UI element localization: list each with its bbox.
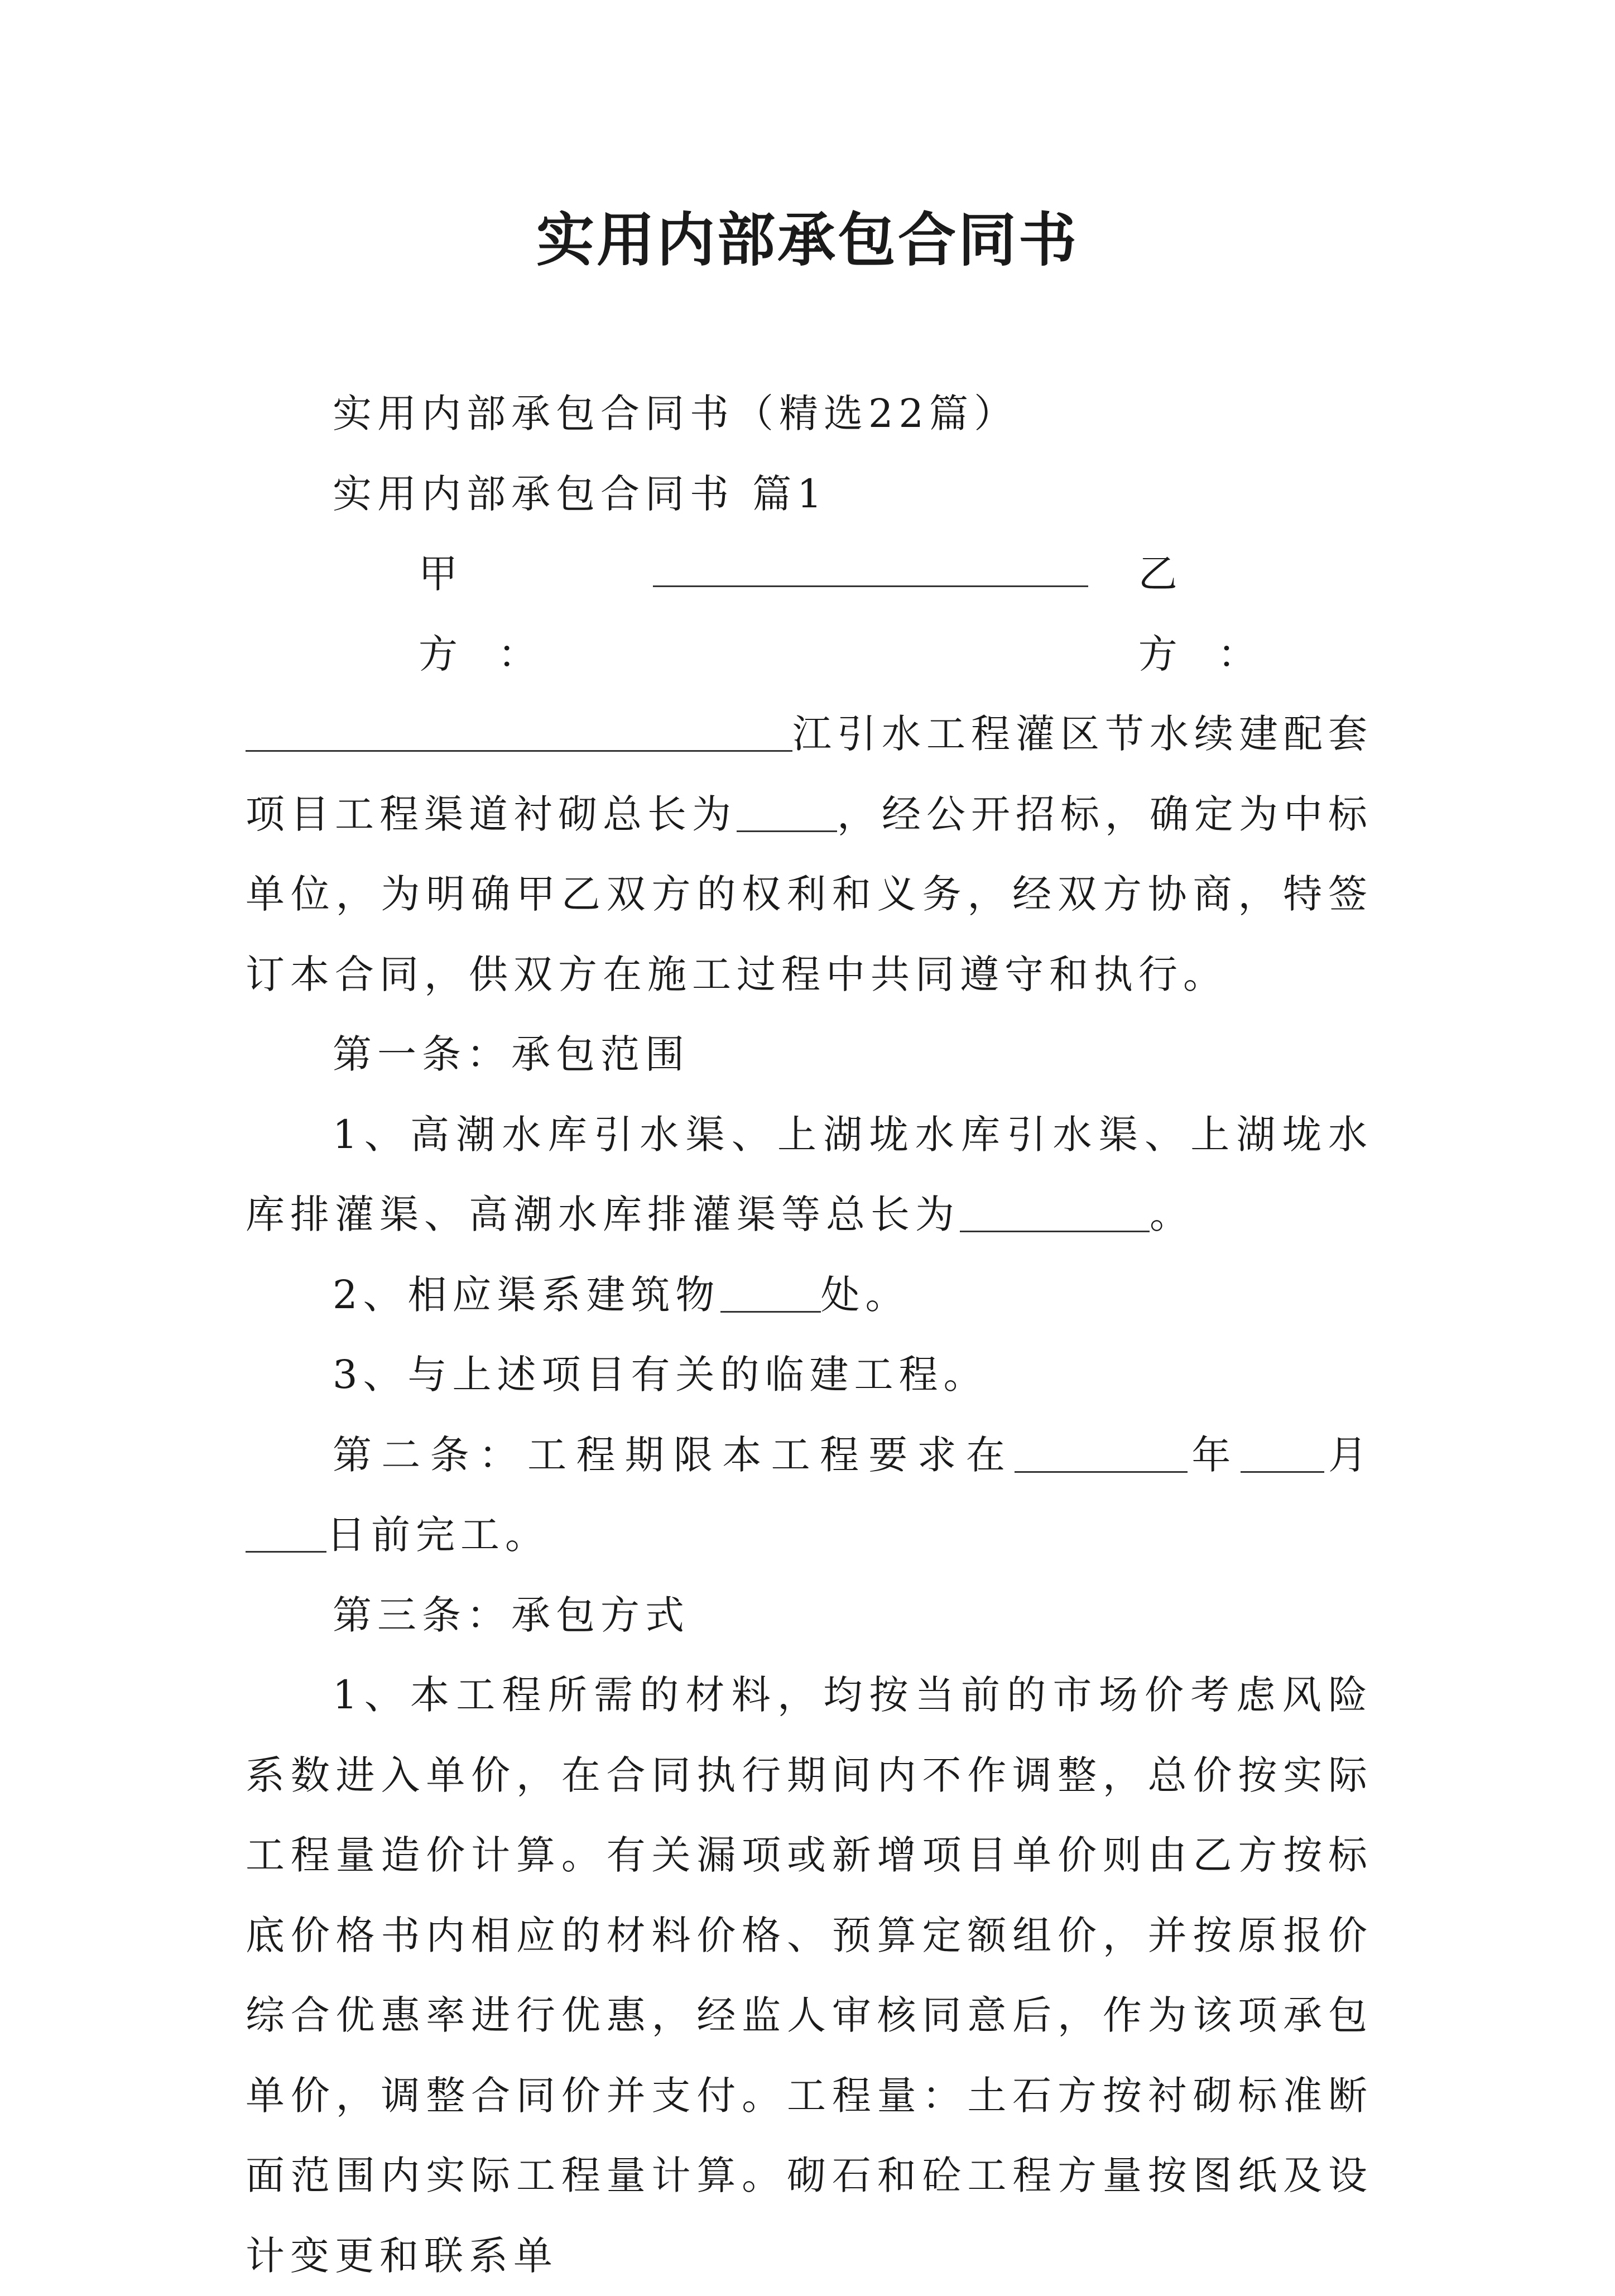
intro-paragraph [246,694,1373,1015]
document-title: 实用内部承包合同书 [536,205,1079,274]
section-heading: 实用内部承包合同书 篇1 [333,470,828,517]
article2-text: 第二条：工程期限本工程要求在 [333,1432,1015,1478]
article1-item2-text: 2、相应渠系建筑物 [333,1271,720,1318]
article2-end: 日前完工。 [326,1512,550,1558]
building-count-blank [720,1276,821,1313]
article1-item3: 3、与上述项目有关的临建工程。 [333,1352,988,1397]
article3-heading: 第三条：承包方式 [333,1592,690,1638]
intro-text-2: ，经公开招标，确定为中标单位，为明确甲乙双方的权利和义务，经双方协商，特签订本合同，供双方在施工过程中共同遵守和执行。 [246,791,1373,997]
day-blank [246,1516,326,1553]
parties-line [246,534,1373,694]
article1-heading: 第一条：承包范围 [333,1031,690,1077]
party-a-label: 甲方： [419,551,577,677]
article3-item1: 1、本工程所需的材料，均按当前的市场价考虑风险系数进入单价，在合同执行期间内不作调整，总价按实际工程量造价计算。有关漏项或新增项目单价则由乙方按标底价格书内相应的材料价格、预算定额组价，并按原报价综合优惠率进行优惠，经监人审核同意后，作为该项承包单价，调整合同价并支付。工程量：土石方按衬砌标准断面范围内实际工程量计算。砌石和砼工程方量按图纸及设计变更和联系单 [246,1672,1373,2279]
article1-item1-end: 。 [1150,1192,1194,1237]
article2-month: 月 [1324,1432,1373,1478]
length-blank [737,795,837,832]
article1-item2 [246,1255,1373,1336]
party-b-blank [246,715,792,752]
year-blank [1015,1436,1188,1473]
article1-item1 [246,1095,1373,1255]
document-body [246,374,1373,2296]
article1-item1-text: 1、高潮水库引水渠、上湖垅水库引水渠、上湖垅水库排灌渠、高潮水库排灌渠等总长为 [246,1111,1373,1237]
intro-text: 江引水工程灌区节水续建配套项目工程渠道衬砌总长为 [246,711,1373,837]
party-b-label: 乙方： [1138,551,1297,677]
article1-item2-end: 处。 [820,1271,910,1318]
total-length-blank [960,1195,1150,1232]
month-blank [1241,1436,1324,1473]
subtitle: 实用内部承包合同书（精选22篇） [333,391,1019,436]
article2-year: 年 [1188,1432,1241,1478]
article2 [246,1415,1373,1576]
party-a-blank [653,550,1088,587]
